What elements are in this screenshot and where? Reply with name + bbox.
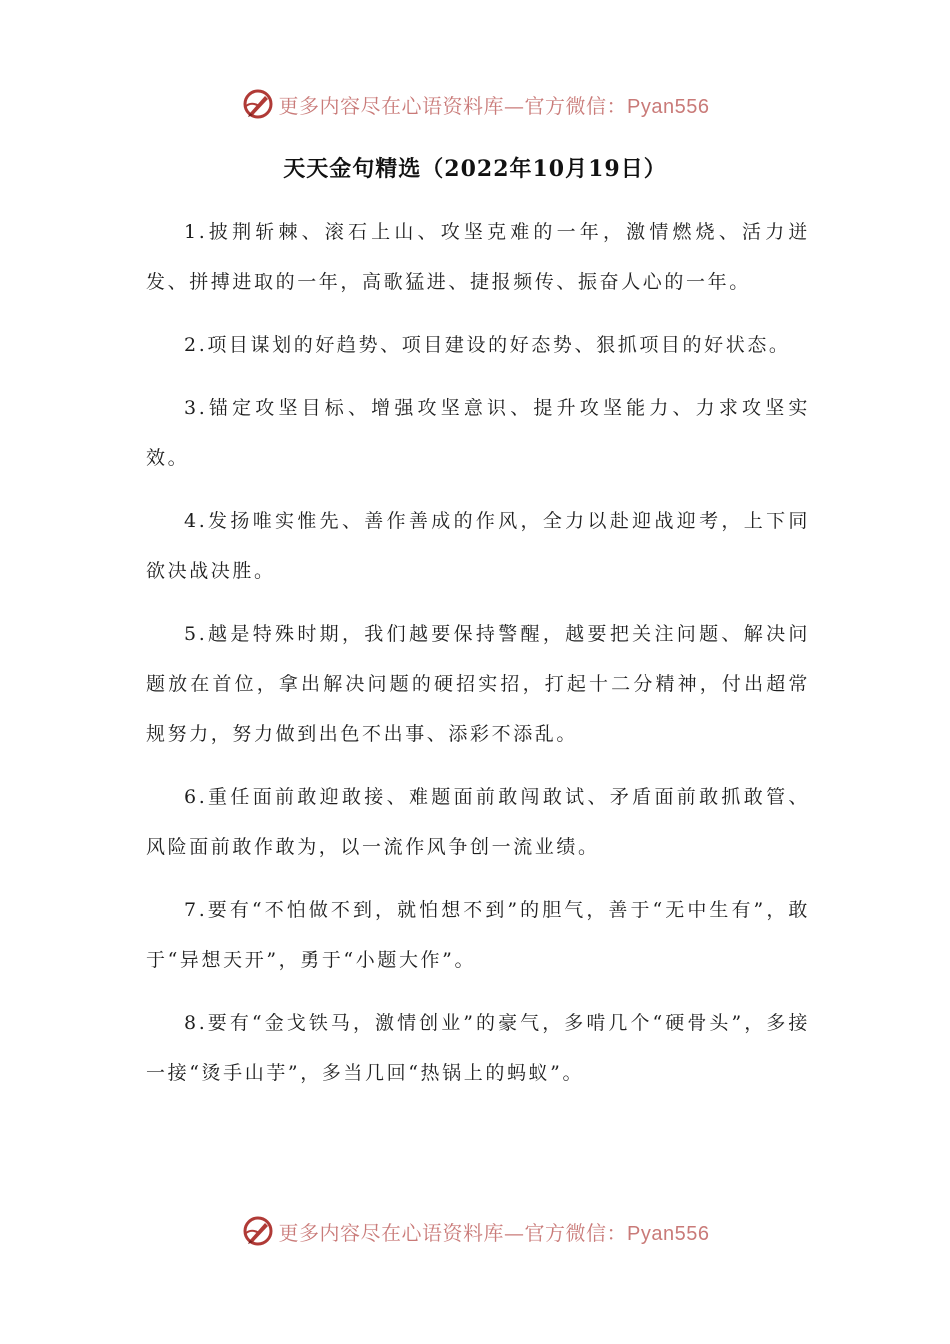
banner-text [279, 1217, 710, 1246]
quote-item: 4.发扬唯实惟先、善作善成的作风，全力以赴迎战迎考，上下同欲决战决胜。 [146, 510, 810, 582]
header-banner [0, 82, 950, 126]
banner-label: 更多内容尽在心语资料库—官方微信： [278, 1220, 628, 1245]
quote-item: 1.披荆斩棘、滚石上山、攻坚克难的一年，激情燃烧、活力迸发、拼搏进取的一年，高歌猛进、捷报频传、振奋人心的一年。 [146, 221, 810, 293]
document-body [146, 207, 810, 1111]
quote-item: 5.越是特殊时期，我们越要保持警醒，越要把关注问题、解决问题放在首位，拿出解决问题的硬招实招，打起十二分精神，付出超常规努力，努力做到出色不出事、添彩不添乱。 [146, 623, 810, 745]
quote-item: 7.要有“不怕做不到，就怕想不到”的胆气，善于“无中生有”，敢于“异想天开”，勇于“小题大作”。 [146, 899, 810, 971]
pen-logo-icon [241, 1214, 275, 1248]
quote-item: 3.锚定攻坚目标、增强攻坚意识、提升攻坚能力、力求攻坚实效。 [146, 397, 810, 469]
quote-item: 8.要有“金戈铁马，激情创业”的豪气，多啃几个“硬骨头”，多接一接“烫手山芋”，多当几回“热锅上的蚂蚁”。 [146, 1012, 810, 1084]
document-title: 天天金句精选（2022年10月19日） [283, 156, 667, 182]
banner-text [279, 90, 710, 119]
footer-banner [0, 1209, 950, 1253]
banner-wechat-id: Pyan556 [627, 95, 710, 118]
banner-wechat-id: Pyan556 [627, 1222, 710, 1245]
banner-label: 更多内容尽在心语资料库—官方微信： [278, 93, 628, 118]
quote-item: 6.重任面前敢迎敢接、难题面前敢闯敢试、矛盾面前敢抓敢管、风险面前敢作敢为，以一流作风争创一流业绩。 [146, 786, 810, 858]
pen-logo-icon [241, 87, 275, 121]
quote-item: 2.项目谋划的好趋势、项目建设的好态势、狠抓项目的好状态。 [184, 334, 791, 356]
